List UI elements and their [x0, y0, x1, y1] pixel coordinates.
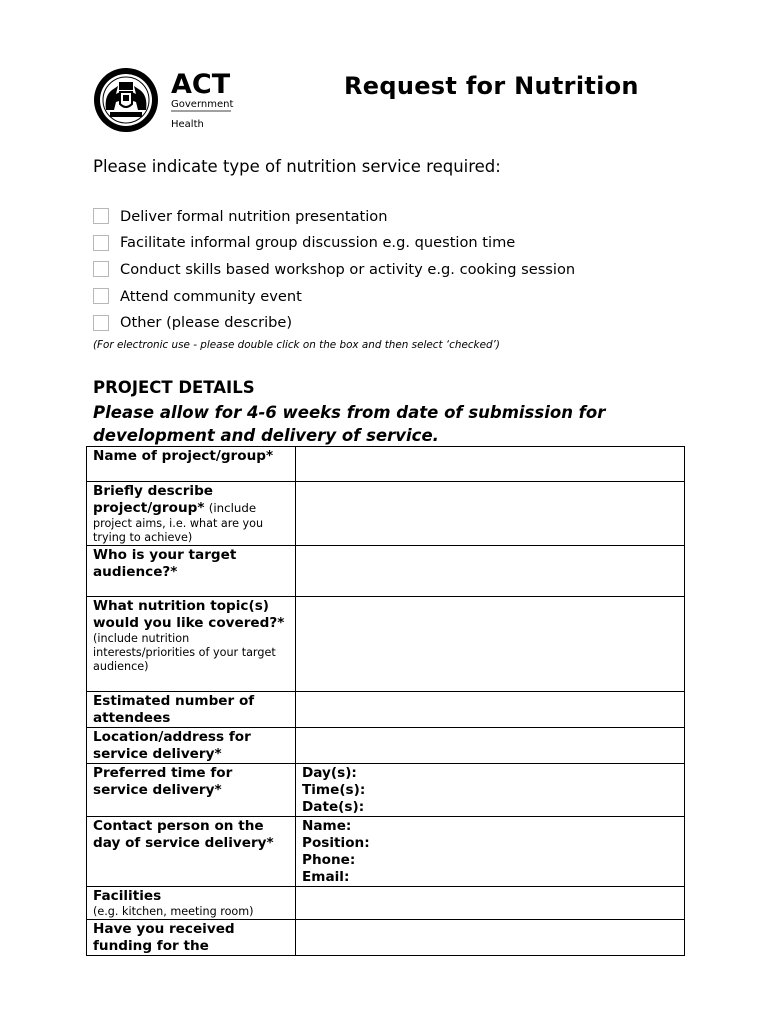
row-label: Have you received funding for the — [87, 920, 296, 956]
row-label: Location/address for service delivery* — [87, 728, 296, 764]
page-title: Request for Nutrition — [344, 72, 639, 100]
svg-text:Health: Health — [171, 119, 204, 130]
row-label: Who is your target audience?* — [87, 546, 296, 597]
checkbox[interactable] — [93, 208, 109, 224]
option-formal-presentation — [93, 203, 575, 230]
checkbox[interactable] — [93, 288, 109, 304]
option-group-discussion — [93, 230, 575, 257]
option-community-event — [93, 283, 575, 310]
audience-field[interactable] — [296, 546, 685, 597]
facilities-field[interactable] — [296, 887, 685, 920]
row-label: Name of project/group* — [87, 447, 296, 482]
project-details-table — [86, 446, 685, 956]
dates-label: Date(s): — [302, 799, 365, 815]
topics-field[interactable] — [296, 597, 685, 692]
times-label: Time(s): — [302, 782, 366, 798]
table-row — [87, 597, 685, 692]
table-row — [87, 887, 685, 920]
option-label: Other (please describe) — [120, 314, 293, 332]
svg-text:ACT: ACT — [171, 69, 231, 100]
topics-hint: (include nutrition interests/priorities of your target audience) — [93, 632, 276, 673]
describe-field[interactable] — [296, 482, 685, 546]
describe-label: Briefly describe project/group* — [93, 483, 214, 516]
attendees-field[interactable] — [296, 692, 685, 728]
position-label: Position: — [302, 835, 370, 851]
row-label: Estimated number of attendees — [87, 692, 296, 728]
row-label: Preferred time for service delivery* — [87, 764, 296, 817]
describe-hint: (include — [208, 501, 257, 515]
time-fields[interactable] — [296, 764, 685, 817]
row-label: Contact person on the day of service delivery* — [87, 817, 296, 887]
table-row — [87, 728, 685, 764]
project-details-heading: PROJECT DETAILS — [93, 378, 255, 397]
checkbox[interactable] — [93, 315, 109, 331]
table-row — [87, 482, 685, 546]
svg-text:Government: Government — [171, 99, 234, 110]
row-label — [87, 887, 296, 920]
funding-field[interactable] — [296, 920, 685, 956]
table-row — [87, 817, 685, 887]
checkbox[interactable] — [93, 235, 109, 251]
option-label: Deliver formal nutrition presentation — [120, 207, 388, 225]
phone-label: Phone: — [302, 852, 356, 868]
service-type-prompt: Please indicate type of nutrition service required: — [93, 157, 501, 176]
option-label: Conduct skills based workshop or activity e.g. cooking session — [120, 260, 576, 278]
location-field[interactable] — [296, 728, 685, 764]
row-label — [87, 597, 296, 692]
facilities-hint: (e.g. kitchen, meeting room) — [93, 905, 254, 918]
name-label: Name: — [302, 818, 352, 834]
option-other — [93, 309, 575, 336]
option-skills-workshop — [93, 256, 575, 283]
checkbox[interactable] — [93, 261, 109, 277]
name-field[interactable] — [296, 447, 685, 482]
email-label: Email: — [302, 869, 350, 885]
days-label: Day(s): — [302, 765, 357, 781]
table-row — [87, 546, 685, 597]
service-type-options — [93, 203, 575, 336]
row-label — [87, 482, 296, 546]
facilities-label: Facilities — [93, 888, 162, 904]
act-government-logo — [92, 66, 234, 134]
table-row — [87, 692, 685, 728]
option-label: Facilitate informal group discussion e.g. question time — [120, 234, 516, 252]
describe-hint-cont: project aims, i.e. what are you trying to achieve) — [93, 517, 264, 544]
table-row — [87, 920, 685, 956]
option-label: Attend community event — [120, 287, 302, 305]
table-row — [87, 447, 685, 482]
topics-label: What nutrition topic(s) would you like covered?* — [93, 598, 285, 631]
table-row — [87, 764, 685, 817]
electronic-use-note: (For electronic use - please double click on the box and then select ‘checked’) — [93, 339, 500, 351]
project-details-subheading: Please allow for 4-6 weeks from date of submission for development and delivery of service. — [93, 403, 606, 445]
contact-fields[interactable] — [296, 817, 685, 887]
